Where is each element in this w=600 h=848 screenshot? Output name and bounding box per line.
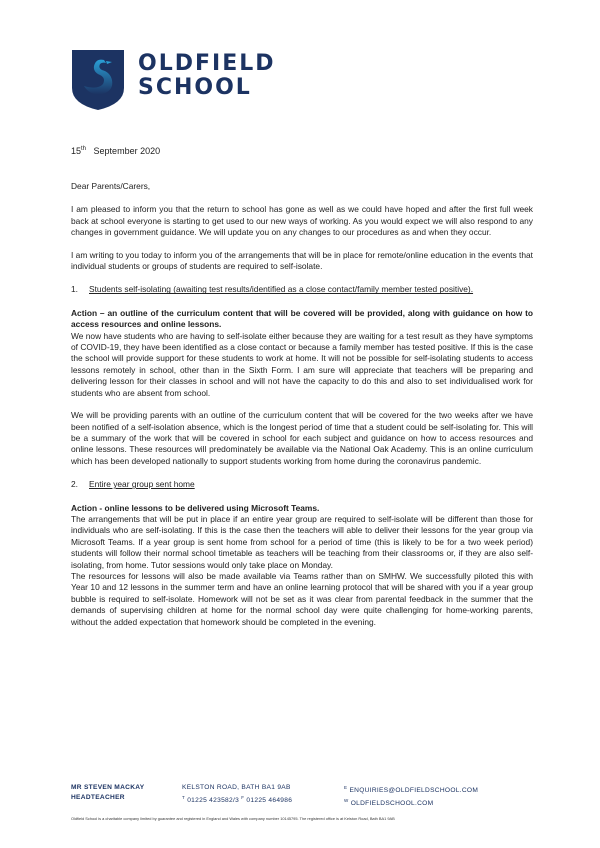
intro-paragraph-1: I am pleased to inform you that the return to school has gone as well as we could have hoped and after the first full week back at school everyone is starting to get used to our new ways of working. As you would expect we will also respond to any changes in government guidance. We will update you on any changes to our procedures as and when they occur. [71,204,533,238]
section-2-action: Action - online lessons to be delivered using Microsoft Teams. [71,502,320,513]
footer-website[interactable]: $^W$ OLDFIELDSCHOOL.COM [344,798,434,808]
date-day: 15 [71,146,82,156]
date-rest: September 2020 [93,146,161,156]
intro-paragraph-2: I am writing to you today to inform you of the arrangements that will be in place for remote/online education in the events that individual students or groups of students are required to self-isolate. [71,249,533,272]
section-1-action: Action – an outline of the curriculum content that will be covered will be provided, along with guidance on how to access resources and online lessons. [71,307,533,330]
footer-phone: $^T$ 01225 423582/3 $^F$ 01225 464986 [182,795,293,805]
footer-address: KELSTON ROAD, BATH BA1 9AB [182,784,291,791]
section-1-heading [71,284,533,295]
section-1-paragraph-2: We will be providing parents with an outline of the curriculum content that will be covered for the two weeks after we have been notified of a self-isolation absence, which is the longest period of time that a student could be self-isolating for. This will be a summary of the work that will be covered in school for each subject and guidance on how to access resources and online lessons. These resources will predominately be available via the National Oak Academy. This is an online curriculum which has been developed nationally to support students working from home during the coronavirus pandemic. [71,410,533,466]
footer-name: MR STEVEN MACKAY [71,784,145,791]
letter-body [71,143,533,628]
date-suffix: th [81,146,87,152]
section-1-number: 1. [71,284,78,295]
school-name-line2: SCHOOL [138,75,252,100]
footer-role: HEADTEACHER [71,794,125,801]
section-1-title: Students self-isolating (awaiting test results/identified as a close contact/family member tested positive). [89,284,474,295]
footer-legal-notice: Oldfield School is a charitable company limited by guarantee and registered in England and Wales with company number 10145795. The registered office is at Kelston Road, Bath BA1 9AB [71,816,395,822]
salutation: Dear Parents/Carers, [71,181,151,191]
letter-date [71,143,533,157]
school-name-line1: OLDFIELD [138,51,276,76]
letter-footer [71,783,533,822]
section-2-title: Entire year group sent home [89,479,195,490]
swan-shield-icon [70,48,126,112]
section-2-paragraph-1: The arrangements that will be put in place if an entire year group are required to self-isolate will be different than those for individuals who are self-isolating. If this is the case then the teachers will able to deliver their lessons for the year group via Microsoft Teams. If a year group is sent home from school for a period of time (this is likely to be for a two week period) students will follow their normal school timetable as teachers will be teaching from their classrooms or, if they are also self-isolating, from home. Tutor sessions would only take place on Monday. [71,513,533,570]
section-1-paragraph-1: We now have students who are having to self-isolate either because they are waiting for a test result as they have symptoms of COVID-19, they have been identified as a close contact or because a family member has tested positive. If this is the case the school will provide support for these students to work at home. It will not be possible for self-isolating students to access lessons remotely in school, other than in the Sixth Form. I am sure will appreciate that teachers will be preparing and delivering lesson for their classes in school and will not have the capacity to do this and also to set individualised work for students who are absent from school. [71,330,533,398]
section-2-paragraph-2: The resources for lessons will also be made available via Teams rather than on SMHW. We successfully piloted this with Year 10 and 12 lessons in the summer term and have an online learning protocol that will be shared with you if a year group bubble is required to self-isolate. Homework will not be set as it was clear from parental feedback in the summer that the demands of supervising children at home for the normal school day were quite challenging for home-working parents, without the added expectation that homework should be completed in the evening. [71,570,533,627]
school-name [138,52,276,100]
footer-email[interactable]: $^E$ ENQUIRIES@OLDFIELDSCHOOL.COM [344,785,479,795]
section-2-heading [71,479,533,490]
school-logo [70,48,276,112]
section-2-number: 2. [71,479,78,490]
